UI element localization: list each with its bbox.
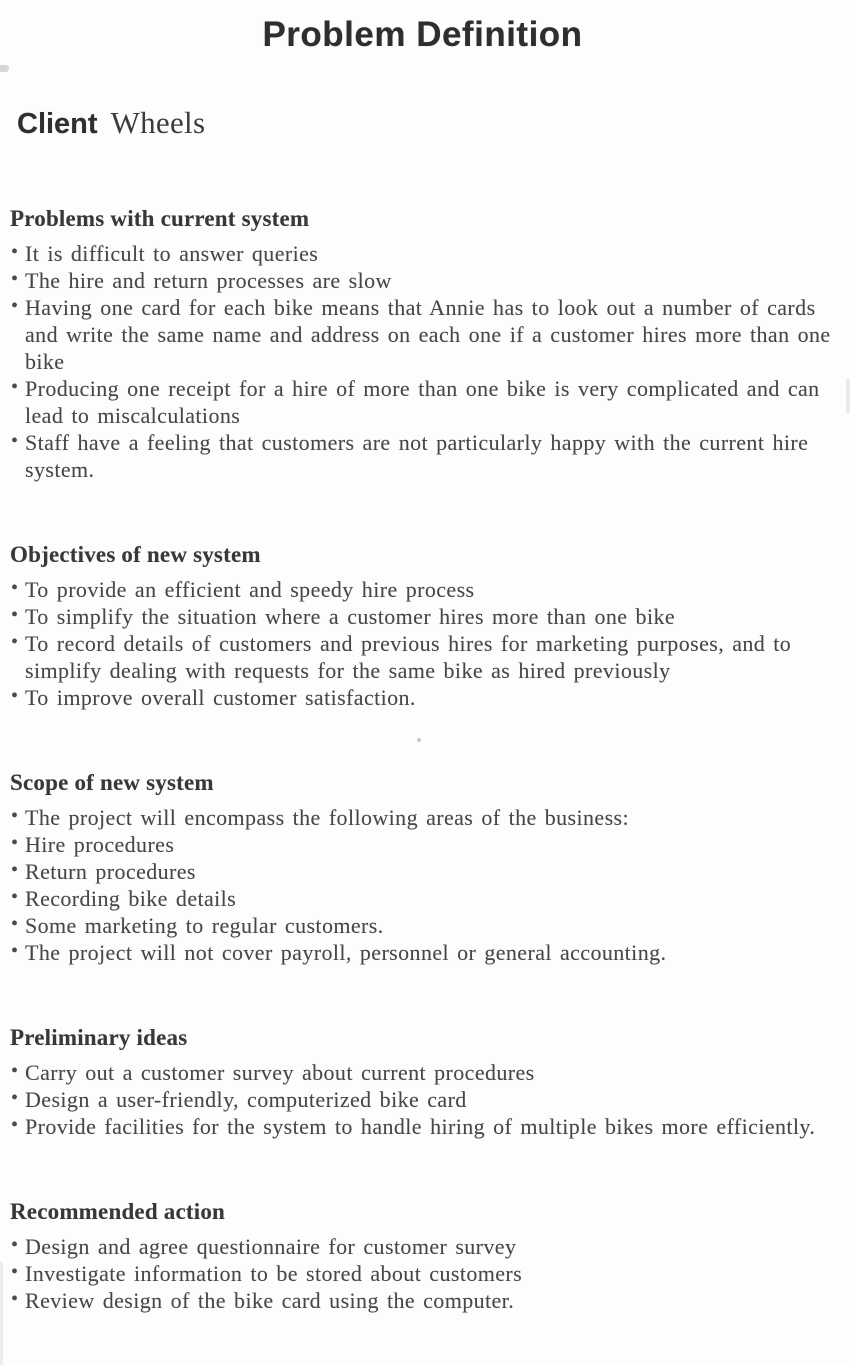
bullet-icon: • <box>11 295 19 317</box>
list-item <box>10 576 835 603</box>
bullet-text: To record details of customers and previous hires for marketing purposes, and to simplify dealing with requests for the same bike as hired previously <box>25 631 792 683</box>
section-recommended-action <box>10 1198 835 1314</box>
bullet-text: Having one card for each bike means that Annie has to look out a number of cards and write the same name and address on each one if a customer hires more than one bike <box>25 295 831 374</box>
bullet-icon: • <box>11 1261 19 1283</box>
scan-artifact-dot <box>417 738 421 742</box>
list-item <box>10 1059 835 1086</box>
client-label: Client <box>17 108 98 140</box>
bullet-text: The project will encompass the following areas of the business: <box>25 805 630 830</box>
bullet-icon: • <box>11 241 19 263</box>
bullet-text: Return procedures <box>25 859 196 884</box>
list-item <box>10 1287 835 1314</box>
list-item <box>10 267 835 294</box>
document-page <box>0 14 850 1365</box>
section-heading: Problems with current system <box>10 206 310 231</box>
bullet-icon: • <box>11 1114 19 1136</box>
bullet-text: Provide facilities for the system to handle hiring of multiple bikes more efficiently. <box>25 1114 816 1139</box>
list-item <box>10 1260 835 1287</box>
section-heading: Preliminary ideas <box>10 1025 188 1050</box>
bullet-icon: • <box>11 805 19 827</box>
bullet-text: The hire and return processes are slow <box>25 268 392 293</box>
client-name: Wheels <box>110 105 206 140</box>
section-heading: Objectives of new system <box>10 542 261 567</box>
section-objectives-of-new-system <box>10 541 835 711</box>
bullet-icon: • <box>11 376 19 398</box>
bullet-text: Carry out a customer survey about current procedures <box>25 1060 535 1085</box>
list-item <box>10 603 835 630</box>
bullet-icon: • <box>11 1288 19 1310</box>
bullet-text: To provide an efficient and speedy hire process <box>25 577 475 602</box>
bullet-text: The project will not cover payroll, personnel or general accounting. <box>25 940 667 965</box>
scan-artifact-streak <box>0 65 9 72</box>
bullet-icon: • <box>11 268 19 290</box>
bullet-icon: • <box>11 604 19 626</box>
scan-artifact-streak <box>846 379 850 413</box>
bullet-icon: • <box>11 577 19 599</box>
bullet-icon: • <box>11 430 19 452</box>
bullet-icon: • <box>11 1234 19 1256</box>
bullet-text: Recording bike details <box>25 886 237 911</box>
bullet-text: Design a user-friendly, computerized bike card <box>25 1087 467 1112</box>
bullet-icon: • <box>11 832 19 854</box>
bullet-list <box>10 804 835 966</box>
bullet-text: Design and agree questionnaire for customer survey <box>25 1234 517 1259</box>
list-item <box>10 375 835 429</box>
list-item <box>10 912 835 939</box>
list-item <box>10 1086 835 1113</box>
bullet-text: It is difficult to answer queries <box>25 241 319 266</box>
bullet-text: Review design of the bike card using the computer. <box>25 1288 515 1313</box>
list-item <box>10 939 835 966</box>
section-preliminary-ideas <box>10 1024 835 1140</box>
client-row <box>17 104 835 148</box>
bullet-text: To simplify the situation where a customer hires more than one bike <box>25 604 676 629</box>
bullet-icon: • <box>11 859 19 881</box>
list-item <box>10 429 835 483</box>
bullet-list <box>10 240 835 483</box>
scan-artifact-edge <box>0 1262 3 1365</box>
bullet-text: Producing one receipt for a hire of more than one bike is very complicated and can lead to miscalculations <box>25 376 820 428</box>
bullet-text: Hire procedures <box>25 832 175 857</box>
list-item <box>10 885 835 912</box>
section-heading: Recommended action <box>10 1199 226 1224</box>
bullet-list <box>10 1059 835 1140</box>
bullet-icon: • <box>11 685 19 707</box>
bullet-list <box>10 1233 835 1314</box>
bullet-text: Staff have a feeling that customers are not particularly happy with the current hire system. <box>25 430 809 482</box>
bullet-icon: • <box>11 940 19 962</box>
list-item <box>10 630 835 684</box>
bullet-icon: • <box>11 886 19 908</box>
section-scope-of-new-system <box>10 769 835 966</box>
bullet-icon: • <box>11 1087 19 1109</box>
list-item <box>10 684 835 711</box>
list-item <box>10 294 835 375</box>
page-title: Problem Definition <box>262 15 583 54</box>
bullet-text: Investigate information to be stored about customers <box>25 1261 523 1286</box>
list-item <box>10 1113 835 1140</box>
section-problems-with-current-system <box>10 205 835 483</box>
list-item <box>10 804 835 831</box>
bullet-icon: • <box>11 913 19 935</box>
section-heading: Scope of new system <box>10 770 214 795</box>
bullet-icon: • <box>11 631 19 653</box>
bullet-text: To improve overall customer satisfaction. <box>25 685 416 710</box>
list-item <box>10 1233 835 1260</box>
list-item <box>10 831 835 858</box>
bullet-text: Some marketing to regular customers. <box>25 913 384 938</box>
bullet-icon: • <box>11 1060 19 1082</box>
bullet-list <box>10 576 835 711</box>
list-item <box>10 858 835 885</box>
list-item <box>10 240 835 267</box>
